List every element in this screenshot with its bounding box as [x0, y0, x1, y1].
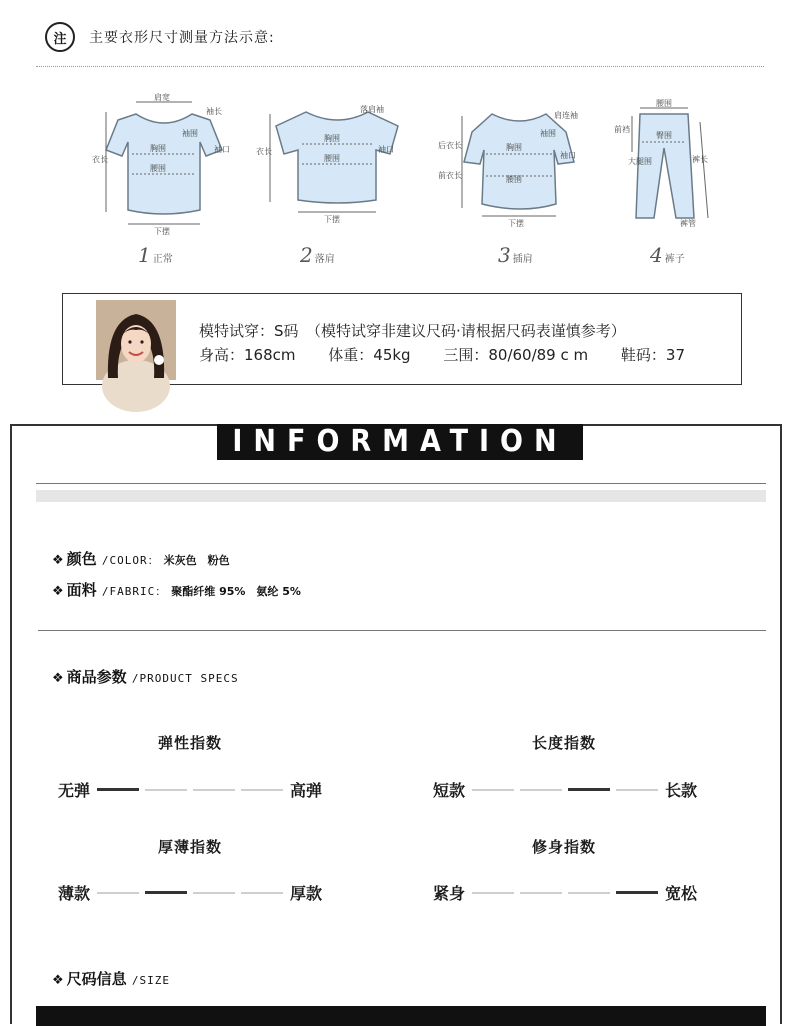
scale-segment [568, 892, 610, 894]
spec-scale-length: 短款 长款 [433, 781, 698, 800]
part-label: 胸围 [324, 134, 340, 143]
part-label: 肩连袖 [554, 111, 578, 120]
spec-title-elasticity: 弹性指数 [158, 734, 223, 752]
part-label: 下摆 [508, 219, 524, 228]
diagram-regular-tee [88, 92, 238, 236]
diagram-caption-2: 2 落肩 [300, 243, 335, 267]
model-info-box [62, 293, 742, 385]
model-avatar [96, 300, 176, 380]
spec-scale-fit: 紧身 宽松 [433, 884, 698, 903]
diamond-icon: ❖ [52, 671, 64, 686]
spec-scale-elasticity: 无弹 高弹 [58, 781, 323, 800]
scale-segment [145, 891, 187, 894]
note-text: 主要衣形尺寸测量方法示意: [89, 30, 275, 46]
model-shoe-size: 鞋码：37 [620, 346, 685, 364]
model-stats [199, 344, 713, 365]
diagram-caption-3: 3 插肩 [498, 243, 533, 267]
spec-title-length: 长度指数 [532, 734, 597, 752]
spec-scale-thickness: 薄款 厚款 [58, 884, 323, 903]
size-heading: ❖ 尺码信息 /SIZE [52, 970, 171, 988]
part-label: 腰围 [656, 99, 672, 108]
diamond-icon: ❖ [52, 973, 64, 988]
model-height: 身高：168cm [199, 346, 296, 364]
model-fit-note: 模特试穿：S码 （模特试穿非建议尺码·请根据尺码表谨慎参考） [199, 322, 626, 340]
scale-segment [241, 789, 283, 791]
model-measurements: 三围：80/60/89 c m [443, 346, 589, 364]
part-label: 裤管 [680, 219, 696, 228]
information-title: INFORMATION [217, 424, 583, 460]
scale-segment [616, 891, 658, 894]
scale-segment [193, 892, 235, 894]
scale-segment [97, 892, 139, 894]
part-label: 衣长 [92, 155, 108, 164]
part-label: 落肩袖 [360, 105, 384, 114]
part-label: 下摆 [324, 215, 340, 224]
section-divider [38, 630, 766, 631]
size-table-header-bar [36, 1006, 766, 1026]
information-panel [10, 424, 782, 1024]
part-label: 裤长 [692, 155, 708, 164]
part-label: 袖围 [540, 129, 556, 138]
part-label: 袖长 [206, 107, 222, 116]
pants-illustration [612, 92, 722, 232]
part-label: 袖口 [560, 151, 576, 160]
note-badge: 注 [45, 22, 75, 52]
info-gray-band [36, 490, 766, 502]
part-label: 袖口 [214, 145, 230, 154]
scale-segment [520, 789, 562, 791]
info-divider [36, 483, 766, 484]
diamond-icon: ❖ [52, 553, 64, 568]
part-label: 袖围 [182, 129, 198, 138]
fabric-row: ❖ 面料 /FABRIC： 聚酯纤维 95% 氨纶 5% [52, 581, 301, 599]
scale-segment [241, 892, 283, 894]
part-label: 肩宽 [154, 93, 170, 102]
scale-segment [145, 789, 187, 791]
part-label: 下摆 [154, 227, 170, 236]
part-label: 大腿围 [628, 157, 652, 166]
raglan-illustration [436, 92, 596, 232]
diagram-caption-1: 1 正常 [138, 243, 173, 267]
part-label: 后衣长 [438, 141, 462, 150]
scale-segment [472, 892, 514, 894]
dotted-divider [36, 66, 764, 67]
part-label: 腰围 [150, 164, 166, 173]
scale-segment [568, 788, 610, 791]
diamond-icon: ❖ [52, 584, 64, 599]
part-label: 衣长 [256, 147, 272, 156]
part-label: 臀围 [656, 131, 672, 140]
specs-heading: ❖ 商品参数 /PRODUCT SPECS [52, 668, 239, 686]
diagram-caption-4: 4 裤子 [650, 243, 685, 267]
spec-title-thickness: 厚薄指数 [158, 838, 223, 856]
part-label: 胸围 [506, 143, 522, 152]
model-weight: 体重：45kg [328, 346, 411, 364]
scale-segment [193, 789, 235, 791]
part-label: 腰围 [506, 175, 522, 184]
drop-shoulder-illustration [256, 92, 412, 232]
part-label: 前衣长 [438, 171, 462, 180]
fabric-value: 聚酯纤维 95% 氨纶 5% [171, 585, 301, 598]
scale-segment [97, 788, 139, 791]
regular-tee-illustration [88, 92, 238, 236]
part-label: 袖口 [378, 145, 394, 154]
diagram-drop-shoulder [256, 92, 412, 236]
scale-segment [472, 789, 514, 791]
part-label: 腰围 [324, 154, 340, 163]
spec-title-fit: 修身指数 [532, 838, 597, 856]
diagram-raglan [436, 92, 596, 236]
scale-segment [616, 789, 658, 791]
measurement-note [45, 22, 275, 52]
diagram-pants [612, 92, 722, 236]
part-label: 胸围 [150, 144, 166, 153]
color-row: ❖ 颜色 /COLOR： 米灰色 粉色 [52, 550, 230, 568]
scale-segment [520, 892, 562, 894]
color-value: 米灰色 粉色 [163, 554, 230, 567]
part-label: 前裆 [614, 125, 630, 134]
